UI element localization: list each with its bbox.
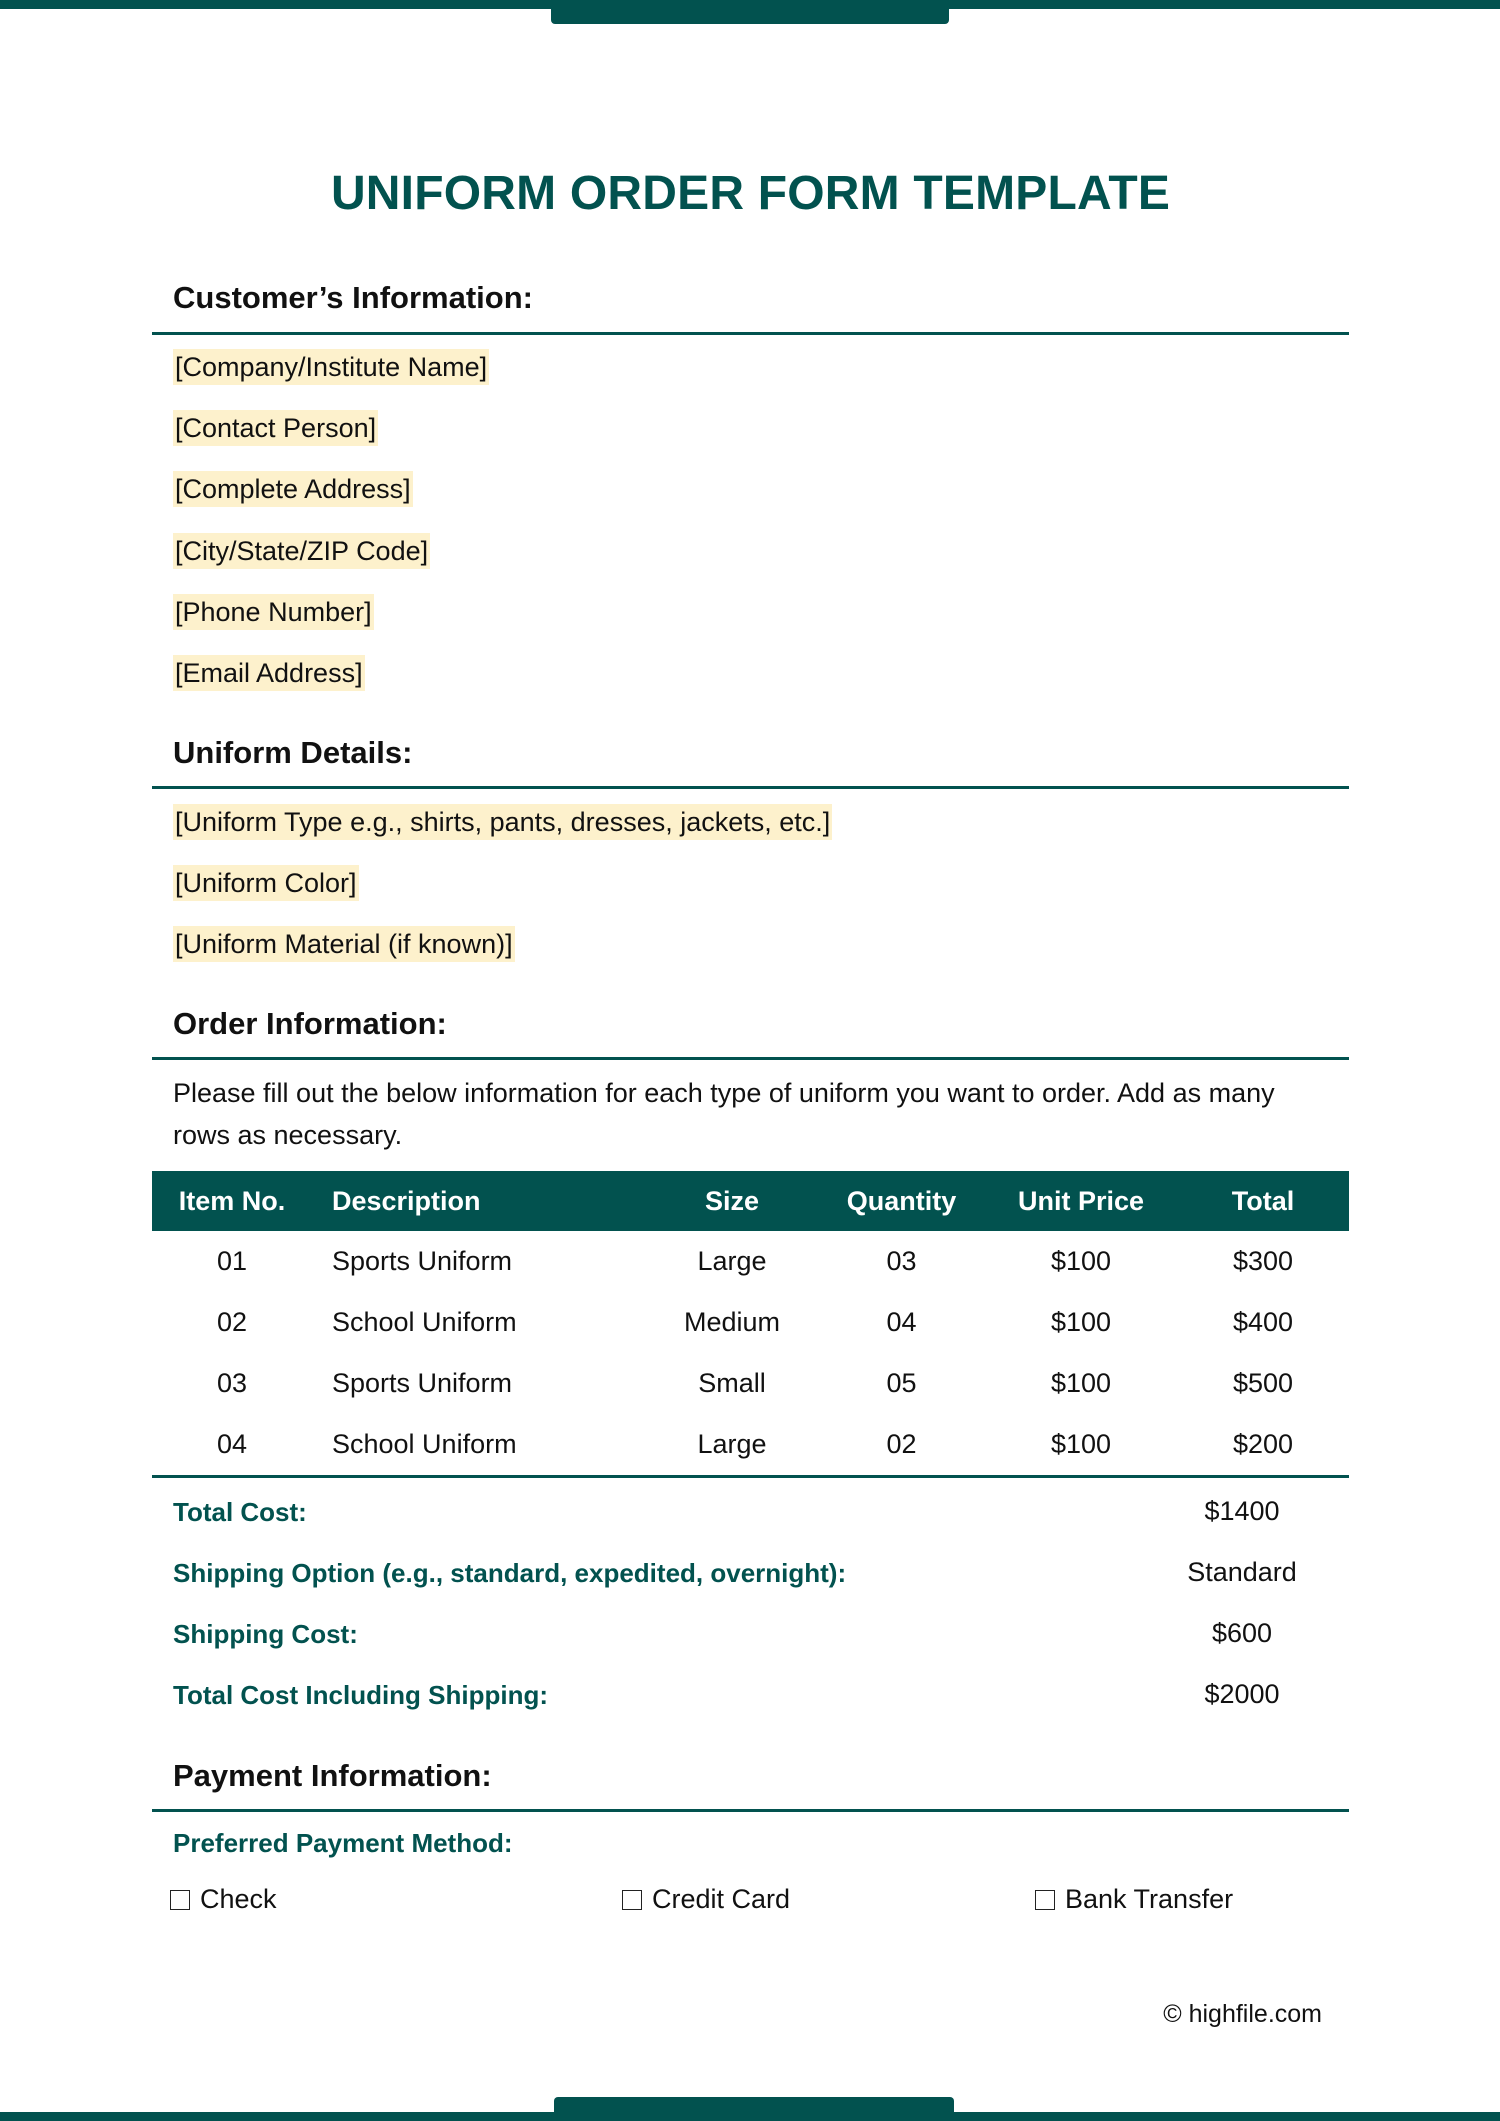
checkbox-icon[interactable] <box>1035 1890 1055 1910</box>
cell-quantity[interactable]: 05 <box>886 1368 917 1398</box>
cell-unit-price[interactable]: $100 <box>1050 1246 1112 1276</box>
payment-section-heading: Payment Information: <box>173 1758 492 1793</box>
shipping-option-value[interactable]: Standard <box>1187 1557 1297 1587</box>
cell-unit-price[interactable]: $100 <box>1050 1307 1112 1337</box>
payment-method-label: Preferred Payment Method: <box>173 1828 513 1858</box>
page-title: UNIFORM ORDER FORM TEMPLATE <box>330 167 1171 220</box>
cell-item-no[interactable]: 01 <box>216 1246 248 1276</box>
payment-section-rule <box>152 1809 1349 1812</box>
column-header-quantity: Quantity <box>818 1171 985 1231</box>
email-address-field[interactable]: [Email Address] <box>173 655 365 691</box>
column-header-size: Size <box>646 1171 818 1231</box>
uniform-type-field[interactable]: [Uniform Type e.g., shirts, pants, dresses, jackets, etc.] <box>173 804 832 840</box>
cell-total[interactable]: $200 <box>1177 1414 1349 1477</box>
cell-size[interactable]: Large <box>697 1246 767 1276</box>
cell-description[interactable]: School Uniform <box>312 1414 646 1477</box>
cell-quantity[interactable]: 02 <box>818 1414 985 1477</box>
order-section-rule <box>152 1057 1349 1060</box>
phone-number-field[interactable]: [Phone Number] <box>173 594 374 630</box>
cell-description[interactable]: School Uniform <box>332 1307 517 1337</box>
uniform-material-field[interactable]: [Uniform Material (if known)] <box>173 926 515 962</box>
table-row <box>152 1292 1349 1353</box>
table-row <box>152 1231 1349 1292</box>
order-table <box>152 1171 1349 1478</box>
uniform-section-heading: Uniform Details: <box>173 735 413 770</box>
order-instructions: Please fill out the below information for each type of uniform you want to order. Add as many rows as necessary. <box>173 1078 1275 1150</box>
uniform-color-field[interactable]: [Uniform Color] <box>173 865 359 901</box>
cell-item-no[interactable]: 04 <box>152 1414 312 1477</box>
cell-unit-price[interactable]: $100 <box>1050 1368 1112 1398</box>
payment-option-bank-transfer[interactable] <box>1035 1884 1233 1915</box>
cell-total[interactable]: $400 <box>1232 1307 1294 1337</box>
company-name-field[interactable]: [Company/Institute Name] <box>173 349 489 385</box>
customer-section-rule <box>152 332 1349 335</box>
total-cost-label: Total Cost: <box>173 1497 307 1527</box>
column-header-description: Description <box>312 1171 646 1231</box>
payment-option-credit-card[interactable] <box>622 1884 790 1915</box>
cell-item-no[interactable]: 03 <box>216 1368 248 1398</box>
column-header-unit-price: Unit Price <box>985 1171 1177 1231</box>
city-state-zip-field[interactable]: [City/State/ZIP Code] <box>173 533 430 569</box>
cell-total[interactable]: $300 <box>1232 1246 1294 1276</box>
cell-quantity[interactable]: 04 <box>886 1307 917 1337</box>
cell-size[interactable]: Medium <box>683 1307 781 1337</box>
bottom-border-bar <box>0 2112 1500 2121</box>
column-header-item-no: Item No. <box>152 1171 312 1231</box>
shipping-cost-value[interactable]: $600 <box>1211 1618 1273 1648</box>
address-field[interactable]: [Complete Address] <box>173 471 413 507</box>
top-border-tab <box>551 0 949 24</box>
cell-size[interactable]: Small <box>698 1368 766 1398</box>
cell-size[interactable]: Large <box>646 1414 818 1477</box>
order-section-heading: Order Information: <box>173 1006 447 1041</box>
shipping-cost-label: Shipping Cost: <box>173 1619 358 1649</box>
contact-person-field[interactable]: [Contact Person] <box>173 410 378 446</box>
checkbox-icon[interactable] <box>170 1890 190 1910</box>
cell-description[interactable]: Sports Uniform <box>332 1368 513 1398</box>
cell-description[interactable]: Sports Uniform <box>332 1246 513 1276</box>
uniform-section-rule <box>152 786 1349 789</box>
cell-item-no[interactable]: 02 <box>216 1307 248 1337</box>
table-row <box>152 1353 1349 1414</box>
cell-unit-price[interactable]: $100 <box>985 1414 1177 1477</box>
payment-option-label: Bank Transfer <box>1065 1884 1234 1914</box>
column-header-total: Total <box>1177 1171 1349 1231</box>
payment-option-label: Check <box>200 1884 277 1914</box>
table-row <box>152 1414 1349 1477</box>
grand-total-value[interactable]: $2000 <box>1204 1679 1280 1709</box>
payment-option-check[interactable] <box>170 1884 277 1915</box>
copyright-footer: © highfile.com <box>1163 2000 1322 2028</box>
cell-total[interactable]: $500 <box>1232 1368 1294 1398</box>
customer-section-heading: Customer’s Information: <box>173 280 533 315</box>
order-table-header <box>152 1171 1349 1231</box>
grand-total-label: Total Cost Including Shipping: <box>173 1680 549 1710</box>
payment-option-label: Credit Card <box>652 1884 791 1914</box>
cell-quantity[interactable]: 03 <box>886 1246 917 1276</box>
shipping-option-label: Shipping Option (e.g., standard, expedited, overnight): <box>173 1558 847 1588</box>
total-cost-value[interactable]: $1400 <box>1204 1496 1280 1526</box>
checkbox-icon[interactable] <box>622 1890 642 1910</box>
